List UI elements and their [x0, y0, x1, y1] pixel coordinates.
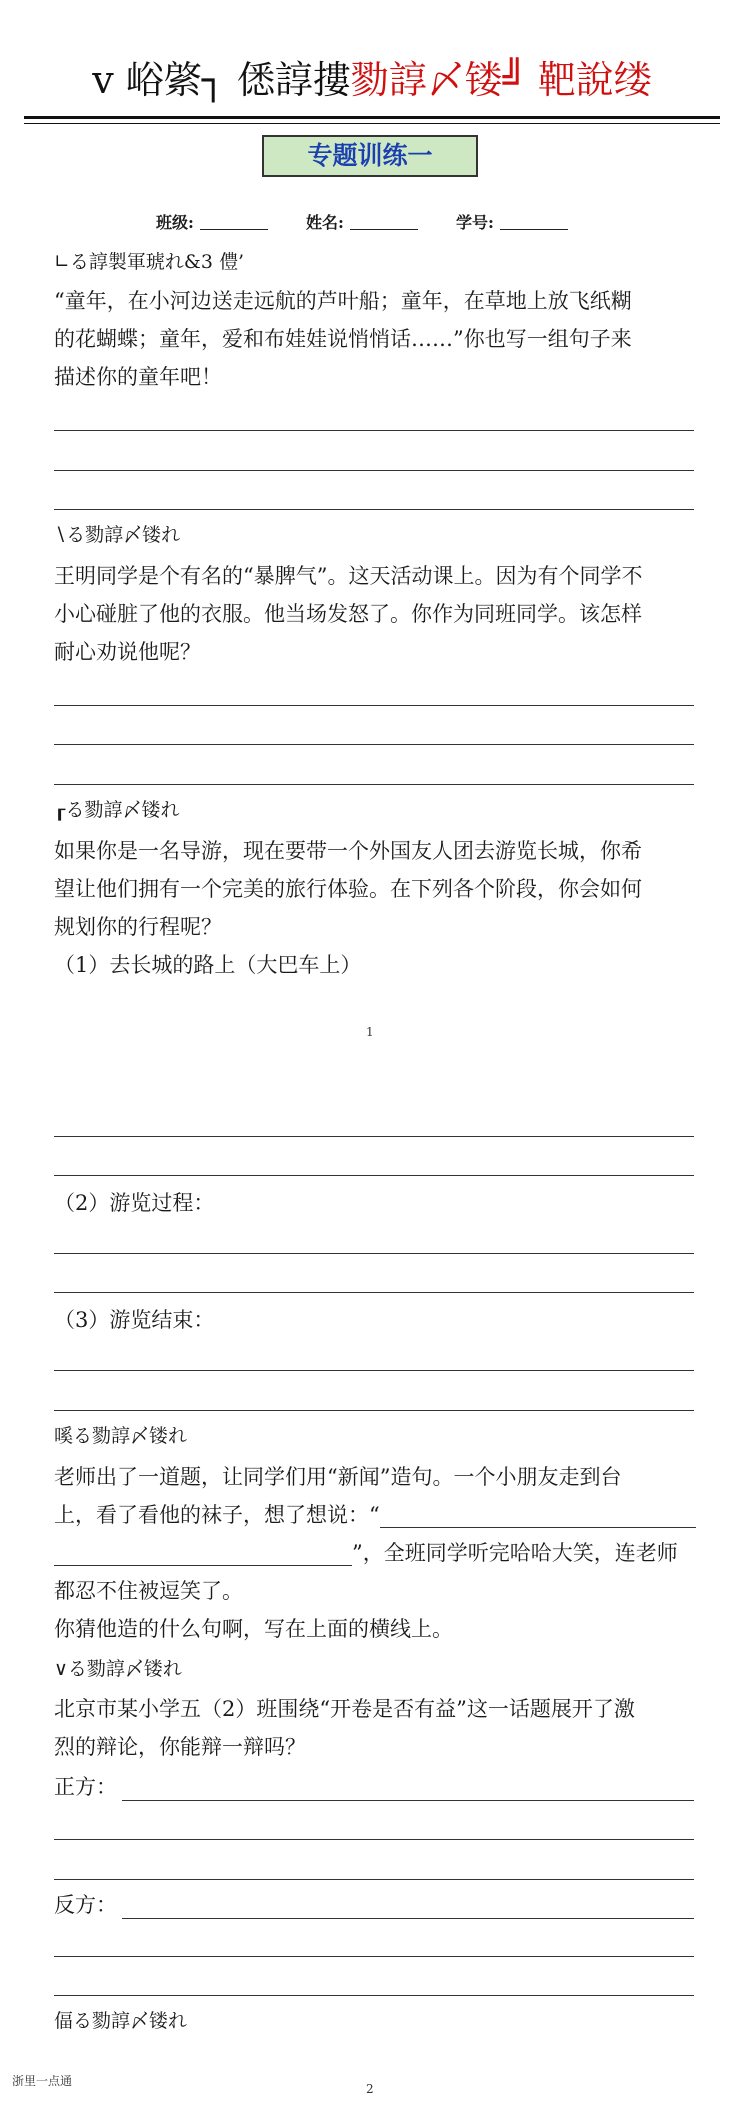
section-3-sub-2: （2）游览过程：	[54, 1191, 215, 1215]
section-3-text-line: 望让他们拥有一个完美的旅行体验。在下列各个阶段，你会如何	[54, 877, 642, 901]
answer-line[interactable]	[54, 1292, 694, 1293]
section-4-line3-text: ”，全班同学听完哈哈大笑，连老师	[352, 1541, 678, 1565]
section-4-line2-text: 上，看了看他的袜子，想了想说：“	[54, 1503, 380, 1527]
answer-line[interactable]	[54, 1370, 694, 1371]
section-5-text-line: 烈的辩论，你能辩一辩吗？	[54, 1735, 306, 1759]
answer-line[interactable]	[54, 470, 694, 471]
section-5-text-line: 北京市某小学五（2）班围绕“开卷是否有益”这一话题展开了激	[54, 1697, 635, 1721]
section-4-text-line	[54, 1534, 694, 1572]
answer-line[interactable]	[54, 1956, 694, 1957]
answer-line[interactable]	[54, 1839, 694, 1840]
section-3-sub-3: （3）游览结束：	[54, 1308, 215, 1332]
section-1-text-line: 描述你的童年吧！	[54, 365, 222, 389]
answer-line[interactable]	[54, 1253, 694, 1254]
section-6-heading: 偪る勠諄〆镂れ	[54, 2010, 188, 2032]
worksheet-badge: 专题训练一	[262, 135, 478, 177]
student-id-label: 学号:	[456, 213, 494, 232]
page-title-red: 勠諄〆镂╝ 靶說缕	[350, 58, 652, 102]
page-title	[0, 58, 744, 102]
sentence-blank-1[interactable]	[380, 1505, 696, 1528]
section-4-text-line: 你猜他造的什么句啊，写在上面的横线上。	[54, 1617, 453, 1641]
section-2-text-line: 小心碰脏了他的衣服。他当场发怒了。你作为同班同学。该怎样	[54, 602, 642, 626]
answer-line[interactable]	[54, 1136, 694, 1137]
answer-line[interactable]	[54, 430, 694, 431]
section-1-text-line: 的花蝴蝶；童年，爱和布娃娃说悄悄话……”你也写一组句子来	[54, 327, 632, 351]
answer-line[interactable]	[54, 1410, 694, 1411]
section-5-heading: ∨る勠諄〆镂れ	[54, 1658, 182, 1680]
section-2-heading: ∖る勠諄〆镂れ	[54, 524, 181, 546]
class-field	[156, 212, 268, 234]
class-label: 班级:	[156, 213, 194, 232]
con-side-label: 反方：	[54, 1893, 117, 1917]
section-4-heading: 嗘る勠諄〆镂れ	[54, 1425, 188, 1447]
section-1-text-line: “童年，在小河边送走远航的芦叶船；童年，在草地上放飞纸糊	[54, 289, 632, 313]
pro-side-label: 正方：	[54, 1775, 117, 1799]
answer-line[interactable]	[54, 744, 694, 745]
answer-line[interactable]	[54, 1175, 694, 1176]
answer-line[interactable]	[54, 1879, 694, 1880]
section-3-text-line: 如果你是一名导游，现在要带一个外国友人团去游览长城，你希	[54, 839, 642, 863]
section-4-text-line: 都忍不住被逗笑了。	[54, 1579, 243, 1603]
sentence-blank-2[interactable]	[54, 1543, 352, 1566]
answer-line[interactable]	[54, 1995, 694, 1996]
class-blank[interactable]	[200, 213, 268, 230]
title-rule-thin	[24, 123, 720, 124]
student-id-blank[interactable]	[500, 213, 568, 230]
page-number: 1	[366, 1025, 374, 1039]
page-number: 2	[366, 2082, 374, 2096]
student-id-field	[456, 212, 568, 234]
section-3-text-line: 规划你的行程呢？	[54, 915, 222, 939]
answer-line[interactable]	[54, 784, 694, 785]
page-title-black: v 峪綮┐ 僁諄摟	[92, 58, 351, 102]
section-1-heading: ∟る諄製軍琥れ&3 僼’	[54, 251, 245, 273]
section-2-text-line: 耐心劝说他呢？	[54, 640, 201, 664]
section-3-heading: ┎る勠諄〆镂れ	[54, 799, 180, 821]
answer-line[interactable]	[54, 509, 694, 510]
name-blank[interactable]	[350, 213, 418, 230]
name-label: 姓名:	[306, 213, 344, 232]
section-2-text-line: 王明同学是个有名的“暴脾气”。这天活动课上。因为有个同学不	[54, 564, 643, 588]
section-3-sub-1: （1）去长城的路上（大巴车上）	[54, 953, 362, 977]
answer-line[interactable]	[54, 705, 694, 706]
section-4-text-line: 老师出了一道题，让同学们用“新闻”造句。一个小朋友走到台	[54, 1465, 622, 1489]
section-4-text-line	[54, 1496, 694, 1534]
con-answer-line[interactable]	[122, 1918, 694, 1919]
name-field	[306, 212, 418, 234]
pro-answer-line[interactable]	[122, 1800, 694, 1801]
footer-brand: 浙里一点通	[12, 2074, 73, 2088]
title-rule-thick	[24, 116, 720, 119]
